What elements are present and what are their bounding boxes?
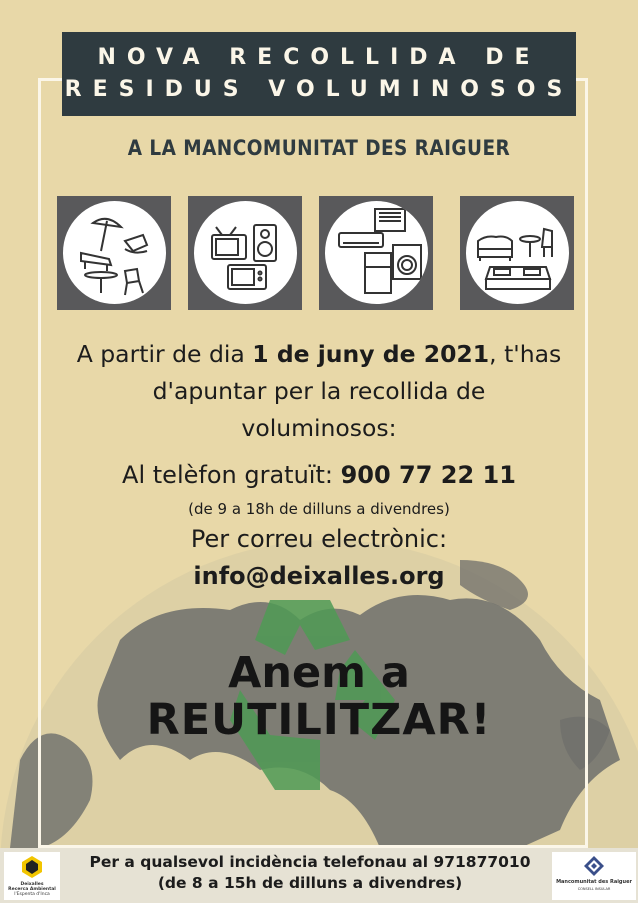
- title-line-2: RESIDUS VOLUMINOSOS: [64, 77, 574, 102]
- appliances-icon: [325, 201, 428, 304]
- subtitle: A LA MANCOMUNITAT DES RAIGUER: [127, 136, 511, 160]
- intro-paragraph: [0, 336, 638, 447]
- deixalles-logo: [4, 852, 60, 900]
- deixalles-logo-line-2: Recerca Ambiental: [8, 887, 56, 892]
- deixalles-logo-line-3: l'Espenta d'Inca: [14, 892, 50, 897]
- phone-number[interactable]: 900 77 22 11: [340, 461, 516, 489]
- electronics-tile: [188, 196, 302, 310]
- intro-line-3: voluminosos:: [241, 414, 397, 442]
- deixalles-logo-icon: [22, 856, 42, 878]
- outdoor-furniture-tile: [57, 196, 171, 310]
- intro-line-2: d'apuntar per la recollida de: [152, 377, 486, 405]
- mancomunitat-logo: [552, 852, 636, 900]
- outdoor-furniture-icon: [63, 201, 166, 304]
- slogan-line-2: REUTILITZAR!: [146, 695, 492, 745]
- mancomunitat-logo-icon: [584, 856, 604, 876]
- phone-hours: (de 9 a 18h de dilluns a divendres): [188, 500, 450, 518]
- slogan-line-1: Anem a: [228, 648, 410, 698]
- intro-after: , t'has: [489, 340, 562, 368]
- footer-line-2: (de 8 a 15h de dilluns a divendres): [157, 874, 463, 892]
- deixalles-logo-line-1: Deixalles: [20, 882, 44, 887]
- intro-before: A partir de dia: [76, 340, 253, 368]
- electronics-icon: [194, 201, 297, 304]
- mancomunitat-logo-subtext: CONSELL INSULAR: [577, 887, 611, 891]
- email-link[interactable]: info@deixalles.org: [193, 562, 445, 590]
- furniture-icon: [466, 201, 569, 304]
- mancomunitat-logo-text: Mancomunitat des Raiguer: [556, 879, 632, 885]
- email-label: Per correu electrònic:: [190, 525, 448, 553]
- phone-label: Al telèfon gratuït:: [122, 461, 341, 489]
- phone-line: [0, 461, 638, 489]
- footer-text: [66, 852, 554, 894]
- furniture-tile: [460, 196, 574, 310]
- footer-line-1: Per a qualsevol incidència telefonau al 971877010: [89, 853, 531, 871]
- title-banner: [62, 32, 576, 116]
- title-line-1: NOVA RECOLLIDA DE: [97, 45, 541, 70]
- appliances-tile: [319, 196, 433, 310]
- intro-date: 1 de juny de 2021: [252, 340, 490, 368]
